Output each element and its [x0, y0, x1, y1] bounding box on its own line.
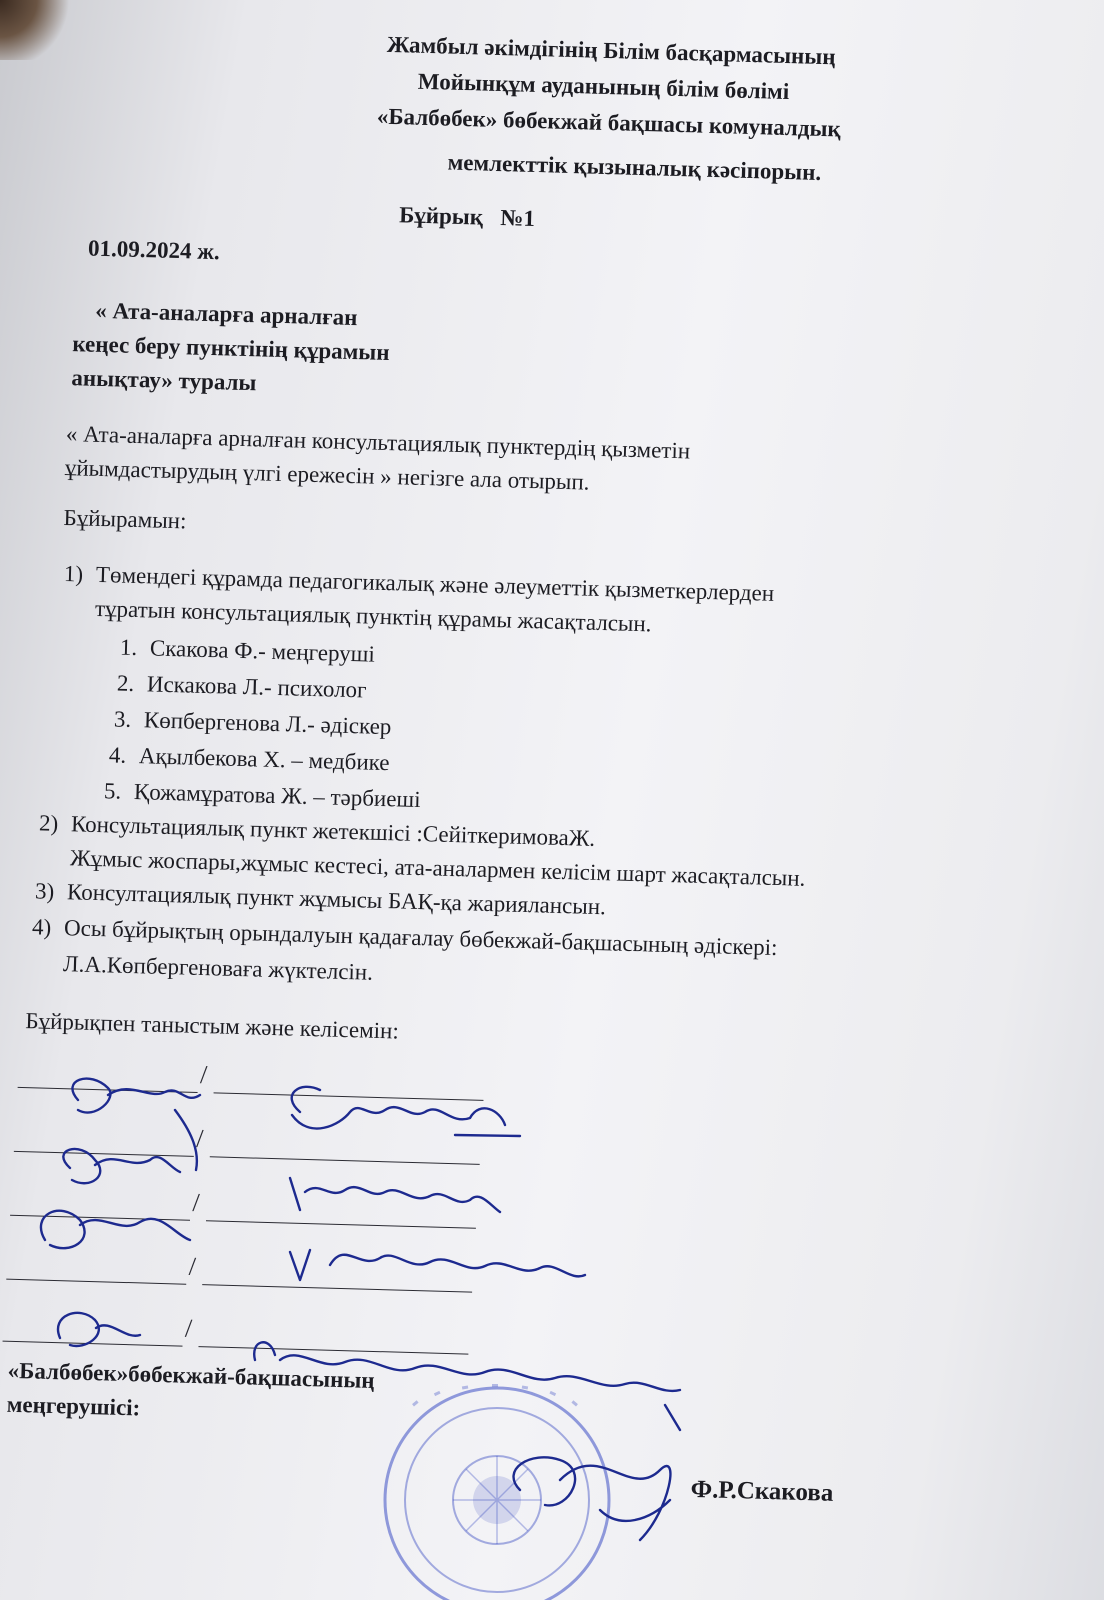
member-1: Скакова Ф.- меңгеруші [149, 635, 376, 667]
item-3-line-1: Консултациялық пункт жұмысы БАҚ-қа жариялансын. [66, 879, 607, 920]
subject-line-2: кеңес беру пунктінің құрамын [72, 331, 390, 366]
member-2-number: 2. [116, 670, 135, 697]
item-1-line-1: Төмендегі құрамда педагогикалық және әлеуметтік қызметкерлерден [95, 561, 775, 606]
item-4-line-2: Л.А.Көпбергеноваға жүктелсін. [62, 951, 374, 985]
signature-separator-3: / [192, 1187, 201, 1218]
name-line-2 [210, 1156, 480, 1165]
preamble-line-1: « Ата-аналарға арналған консультациялық пунктердің қызметін [65, 421, 691, 464]
footer-director-name: Ф.Р.Скакова [690, 1475, 834, 1507]
member-2: Искакова Л.- психолог [146, 671, 367, 703]
signature-separator-1: / [199, 1060, 208, 1090]
member-5-number: 5. [103, 778, 122, 804]
header-line-3: «Балбөбек» бөбекжай бақшасы комуналдық [376, 103, 842, 142]
footer-role: меңгерушісі: [6, 1391, 141, 1421]
member-4-number: 4. [108, 742, 127, 768]
name-line-1 [214, 1092, 484, 1101]
order-title: Бұйрық №1 [398, 202, 536, 232]
official-stamp [372, 1380, 622, 1600]
name-line-4 [202, 1284, 472, 1293]
signature-line-5 [3, 1341, 183, 1347]
footer-org: «Балбөбек»бөбекжай-бақшасының [7, 1357, 375, 1393]
header-line-4: мемлекттік қызыналық кәсіпорын. [447, 149, 822, 185]
member-3: Көпбергенова Л.- әдіскер [143, 707, 392, 740]
order-date: 01.09.2024 ж. [87, 235, 221, 265]
item-2-line-2: Жұмыс жоспары,жұмыс кестесі, ата-аналармен келісім шарт жасақталсын. [69, 845, 806, 891]
member-1-number: 1. [119, 634, 138, 661]
member-4: Ақылбекова Х. – медбике [138, 743, 390, 776]
signature-separator-5: / [184, 1313, 193, 1343]
name-line-3 [206, 1220, 476, 1229]
preamble-line-2: ұйымдастырудың үлгі ережесін » негізге ала отырып. [64, 455, 590, 495]
item-2-line-1: Консультациялық пункт жетекшісі :СейіткеримоваЖ. [70, 811, 596, 851]
acknowledgement-text: Бұйрықпен таныстым және келісемін: [25, 1008, 400, 1044]
signature-line-3 [10, 1215, 190, 1221]
item-4-line-1: Осы бұйрықтың орындалуын қадағалау бөбекжай-бақшасының әдіскері: [63, 915, 778, 961]
item-1-line-2: тұратын консультациялық пунктің құрамы жасақталсын. [94, 595, 652, 637]
member-5: Қожамұратова Ж. – тәрбиеші [133, 779, 421, 813]
item-4-number: 4) [31, 914, 52, 940]
signature-line-4 [6, 1279, 186, 1285]
header-line-1: Жамбыл әкімдігінің Білім басқармасының [386, 31, 836, 70]
signature-line-2 [14, 1151, 194, 1157]
item-2-number: 2) [38, 810, 59, 836]
signature-separator-2: / [195, 1123, 204, 1154]
decree-word: Бұйырамын: [63, 504, 187, 534]
name-line-5 [198, 1346, 468, 1355]
member-3-number: 3. [113, 706, 132, 732]
signature-separator-4: / [188, 1251, 197, 1281]
item-1-number: 1) [63, 561, 84, 587]
subject-line-1: « Ата-аналарға арналған [95, 297, 358, 331]
item-3-number: 3) [34, 878, 55, 904]
subject-line-3: анықтау» туралы [71, 365, 257, 396]
header-line-2: Мойынқұм ауданының білім бөлімі [417, 68, 790, 105]
signature-line-1 [18, 1087, 198, 1093]
